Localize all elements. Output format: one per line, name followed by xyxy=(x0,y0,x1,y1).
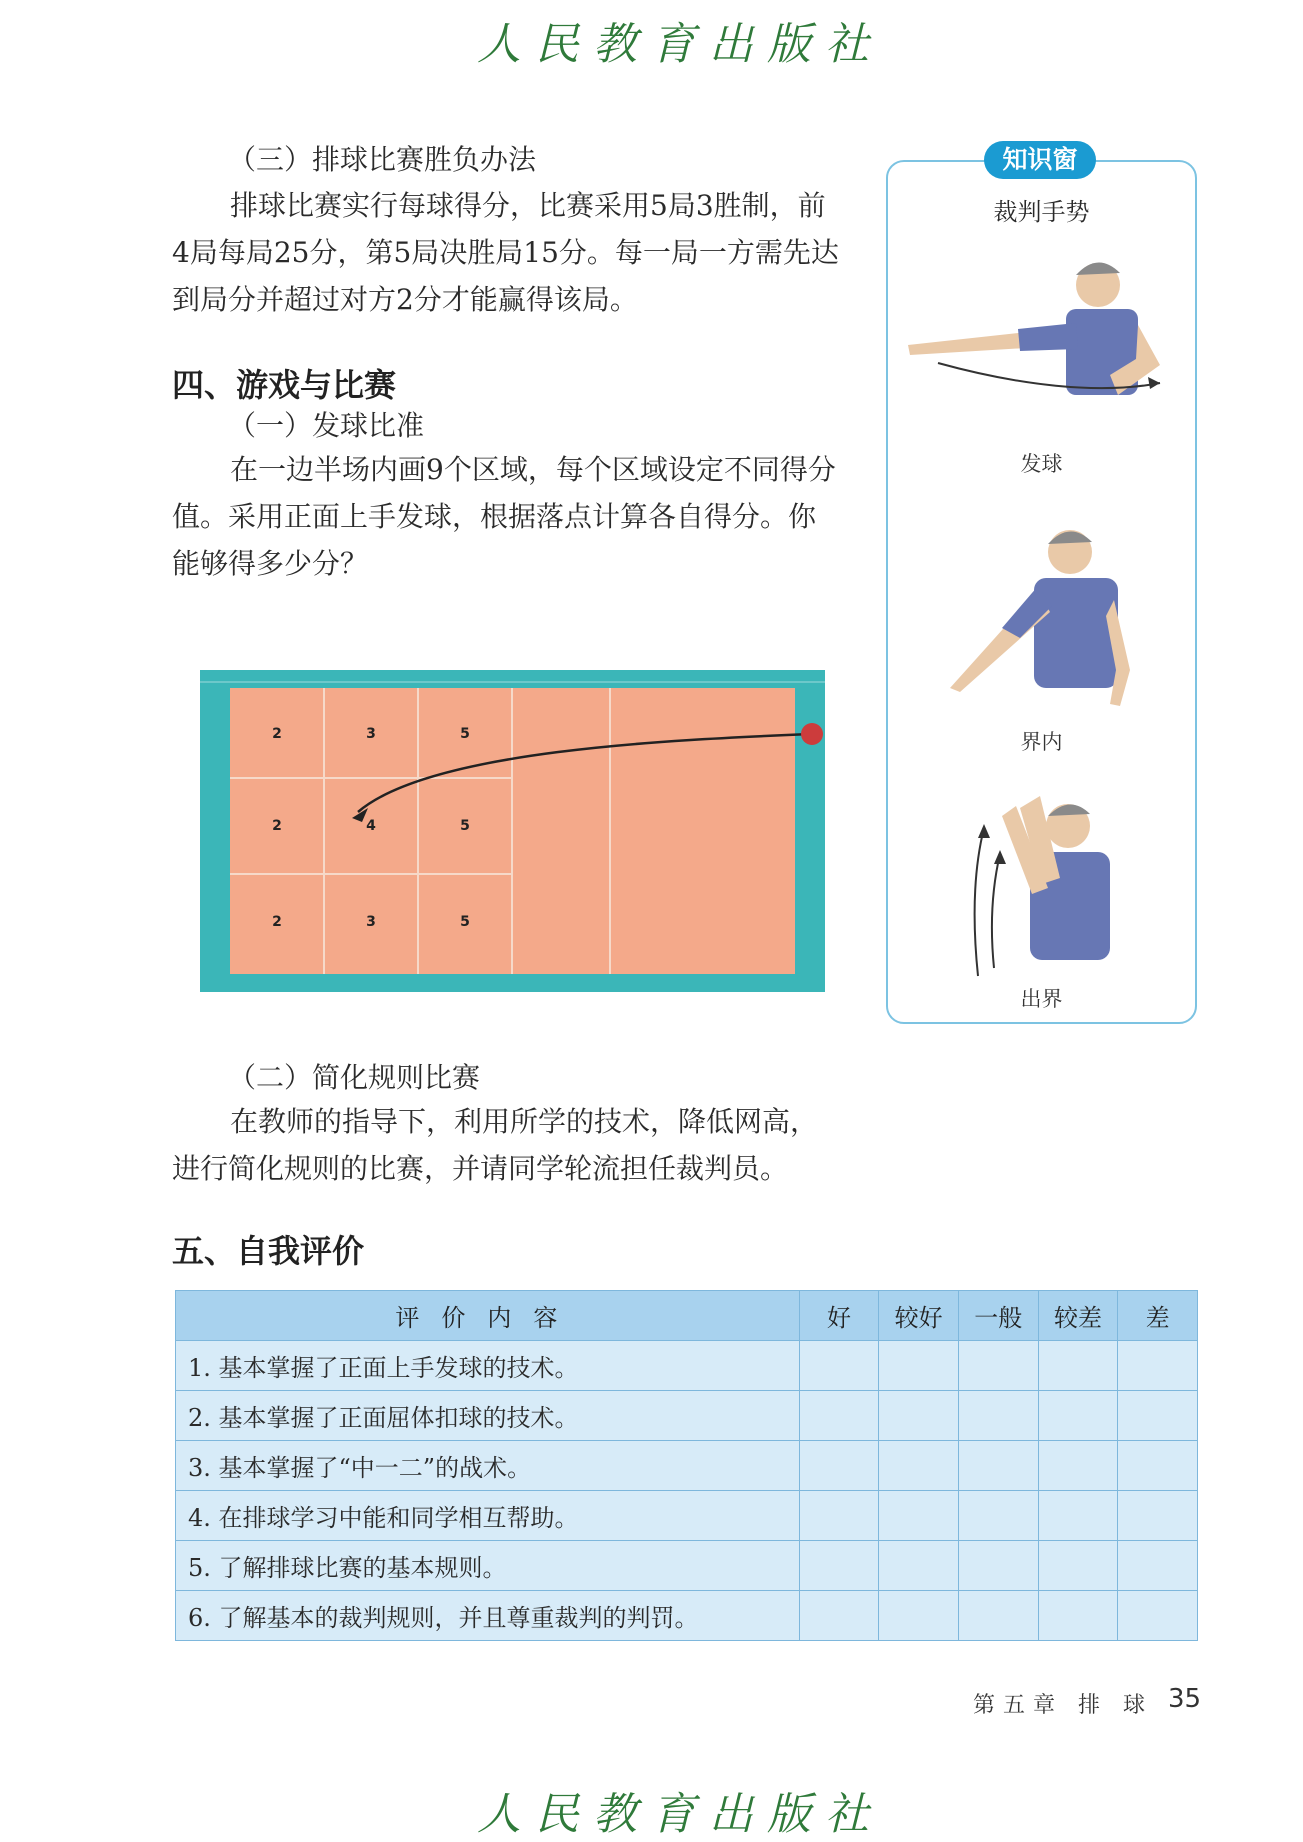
signal-label-out: 出界 xyxy=(1020,987,1063,1011)
chapter-footer: 第五章 排 球 xyxy=(973,1693,1153,1718)
table-row xyxy=(176,1491,1198,1541)
rating-cell[interactable] xyxy=(799,1341,879,1391)
rating-cell[interactable] xyxy=(879,1441,959,1491)
section4-paragraph1: 在一边半场内画9个区域，每个区域设定不同得分值。采用正面上手发球，根据落点计算各自得分。你能够得多少分？ xyxy=(172,453,836,580)
knowledge-window-badge: 知识窗 xyxy=(984,141,1096,179)
table-row xyxy=(176,1341,1198,1391)
signal-label-serve: 发球 xyxy=(1020,452,1063,476)
rating-cell[interactable] xyxy=(1118,1491,1198,1541)
header-poor: 差 xyxy=(1118,1291,1198,1341)
rating-cell[interactable] xyxy=(958,1391,1038,1441)
rating-cell[interactable] xyxy=(799,1391,879,1441)
rating-cell[interactable] xyxy=(799,1591,879,1641)
section5-heading: 五、自我评价 xyxy=(172,1232,365,1270)
court-zone-score: 2 xyxy=(272,818,282,834)
referee-in-signal-illustration xyxy=(930,520,1160,710)
row-item: 3. 基本掌握了“中一二”的战术。 xyxy=(176,1441,800,1491)
table-row xyxy=(176,1391,1198,1441)
court-zone-score: 5 xyxy=(460,726,470,742)
rating-cell[interactable] xyxy=(958,1441,1038,1491)
signal-label-in: 界内 xyxy=(1020,730,1063,754)
rating-cell[interactable] xyxy=(879,1591,959,1641)
court-zone-score: 5 xyxy=(460,818,470,834)
row-item: 4. 在排球学习中能和同学相互帮助。 xyxy=(176,1491,800,1541)
page-number: 35 xyxy=(1168,1684,1202,1714)
table-row xyxy=(176,1441,1198,1491)
rating-cell[interactable] xyxy=(799,1441,879,1491)
referee-signals-title: 裁判手势 xyxy=(993,198,1090,226)
rating-cell[interactable] xyxy=(879,1491,959,1541)
rating-cell[interactable] xyxy=(958,1591,1038,1641)
rating-cell[interactable] xyxy=(1038,1591,1118,1641)
section4-sub1: （一）发球比准 xyxy=(228,409,425,442)
volleyball-icon xyxy=(801,723,823,745)
rating-cell[interactable] xyxy=(799,1541,879,1591)
referee-out-signal-illustration xyxy=(950,788,1140,978)
row-item: 2. 基本掌握了正面屈体扣球的技术。 xyxy=(176,1391,800,1441)
rating-cell[interactable] xyxy=(1038,1391,1118,1441)
section3-paragraph: 排球比赛实行每球得分，比赛采用5局3胜制，前4局每局25分，第5局决胜局15分。每一局一方需先达到局分并超过对方2分才能赢得该局。 xyxy=(172,189,839,316)
rating-cell[interactable] xyxy=(1038,1341,1118,1391)
court-zone-score: 2 xyxy=(272,726,282,742)
court-zone-score: 5 xyxy=(460,914,470,930)
serve-target-court-diagram xyxy=(200,670,825,992)
table-row xyxy=(176,1591,1198,1641)
section4-heading: 四、游戏与比赛 xyxy=(172,366,397,404)
header-fairly-good: 较好 xyxy=(879,1291,959,1341)
row-item: 1. 基本掌握了正面上手发球的技术。 xyxy=(176,1341,800,1391)
table-row xyxy=(176,1541,1198,1591)
row-item: 6. 了解基本的裁判规则，并且尊重裁判的判罚。 xyxy=(176,1591,800,1641)
table-header-row xyxy=(176,1291,1198,1341)
rating-cell[interactable] xyxy=(1038,1491,1118,1541)
court-zone-score: 3 xyxy=(366,726,376,742)
rating-cell[interactable] xyxy=(1038,1441,1118,1491)
rating-cell[interactable] xyxy=(879,1391,959,1441)
rating-cell[interactable] xyxy=(1118,1541,1198,1591)
rating-cell[interactable] xyxy=(958,1541,1038,1591)
rating-cell[interactable] xyxy=(1118,1341,1198,1391)
rating-cell[interactable] xyxy=(879,1341,959,1391)
publisher-watermark-top: 人民教育出版社 xyxy=(477,19,883,70)
header-good: 好 xyxy=(799,1291,879,1341)
court-zone-score: 3 xyxy=(366,914,376,930)
self-evaluation-table xyxy=(175,1290,1198,1641)
rating-cell[interactable] xyxy=(879,1541,959,1591)
section4-paragraph2: 在教师的指导下，利用所学的技术，降低网高，进行简化规则的比赛，并请同学轮流担任裁判员。 xyxy=(172,1105,819,1185)
rating-cell[interactable] xyxy=(1038,1541,1118,1591)
section3-subtitle: （三）排球比赛胜负办法 xyxy=(228,143,537,176)
referee-serve-signal-illustration xyxy=(898,245,1188,445)
rating-cell[interactable] xyxy=(799,1491,879,1541)
rating-cell[interactable] xyxy=(958,1341,1038,1391)
header-average: 一般 xyxy=(958,1291,1038,1341)
row-item: 5. 了解排球比赛的基本规则。 xyxy=(176,1541,800,1591)
publisher-watermark-bottom: 人民教育出版社 xyxy=(477,1789,883,1840)
header-fairly-poor: 较差 xyxy=(1038,1291,1118,1341)
court-zone-score: 2 xyxy=(272,914,282,930)
rating-cell[interactable] xyxy=(1118,1441,1198,1491)
header-content: 评价内容 xyxy=(176,1291,800,1341)
rating-cell[interactable] xyxy=(958,1491,1038,1541)
court-zone-score: 4 xyxy=(366,818,376,834)
rating-cell[interactable] xyxy=(1118,1591,1198,1641)
rating-cell[interactable] xyxy=(1118,1391,1198,1441)
section4-sub2: （二）简化规则比赛 xyxy=(228,1061,481,1094)
